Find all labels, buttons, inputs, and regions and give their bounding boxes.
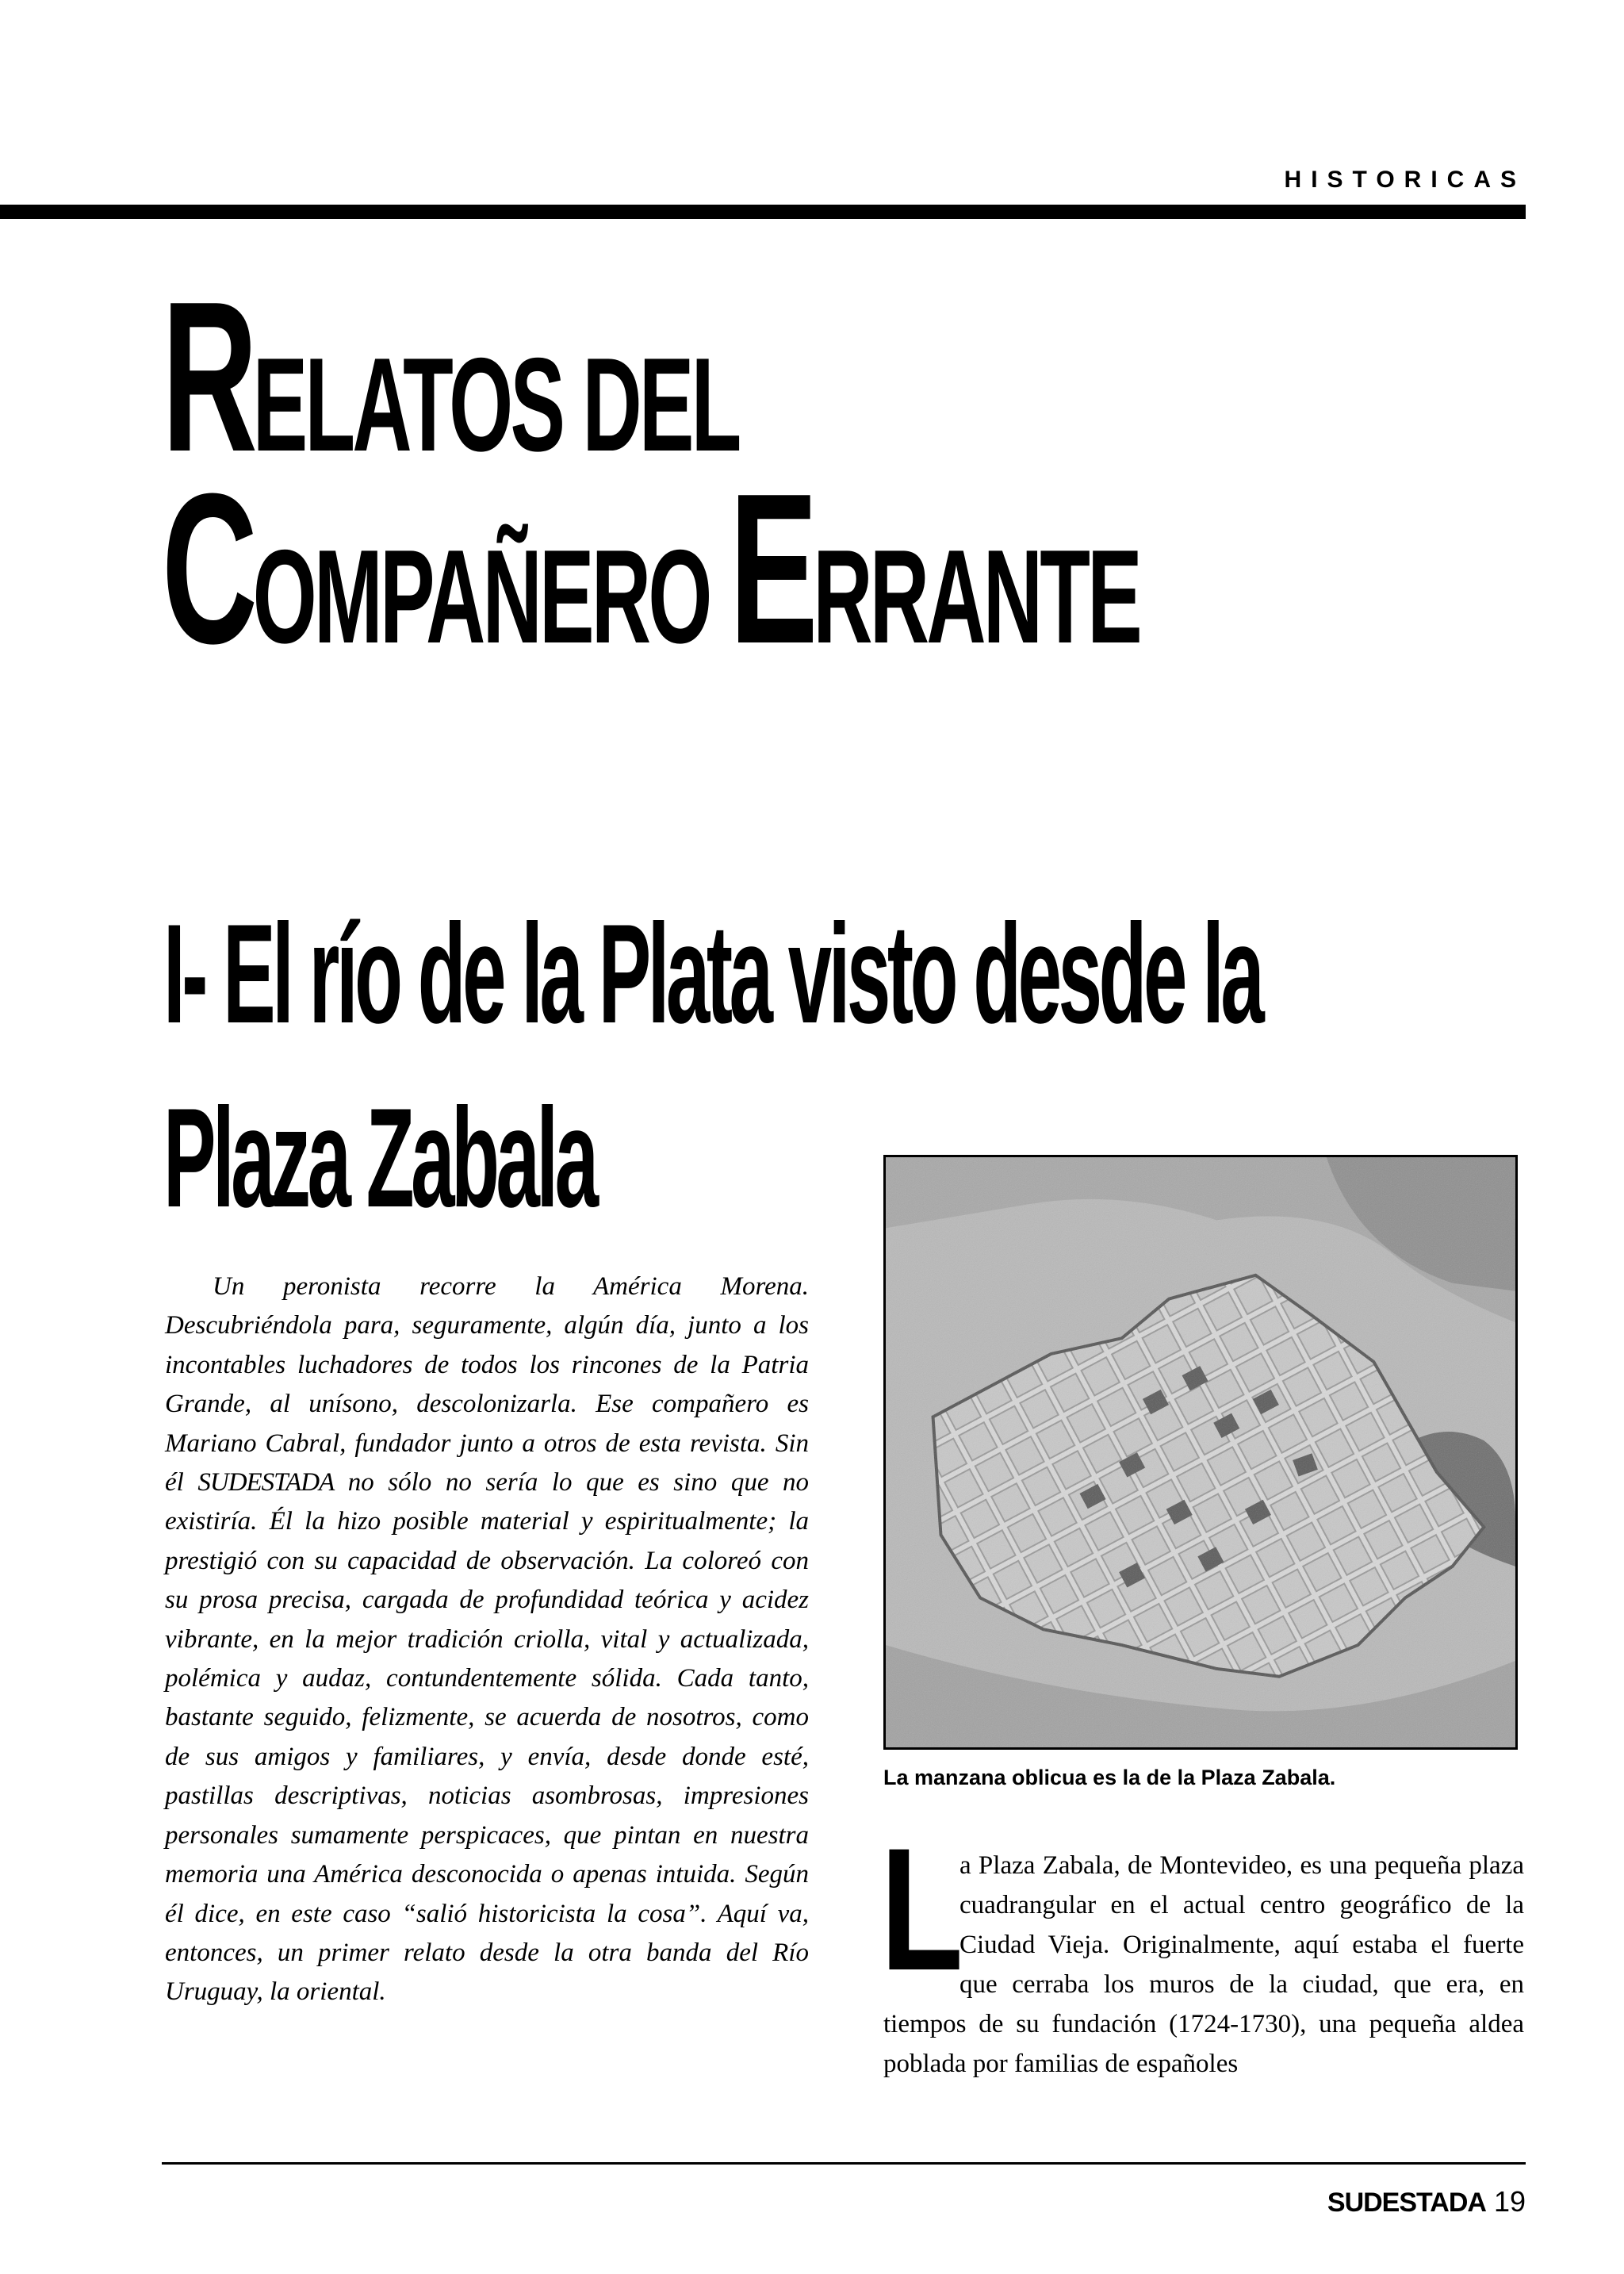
- page-number: 19: [1493, 2185, 1526, 2218]
- top-rule: [0, 205, 1526, 219]
- drop-cap: L: [880, 1812, 963, 2007]
- intro-magazine-name: SUDESTADA: [197, 1468, 335, 1497]
- intro-paragraph: [165, 1267, 809, 2012]
- headline: [162, 258, 1139, 688]
- headline-initial-r: R: [162, 258, 253, 497]
- intro-text-1: Un peronista recorre la América Morena. Descubriéndola para, seguramente, algún día, junto a los incontables luchadores de todos los rincones de la Patria Grande, al unísono, descolonizarla. Ese compañero es Mariano Cabral, fundador junto a otros de esta revista. Sin él: [165, 1272, 809, 1497]
- map-photo: [883, 1155, 1518, 1750]
- section-label: HISTORICAS: [1284, 167, 1526, 193]
- old-city-map-image: [886, 1157, 1515, 1747]
- headline-initial-e: E: [729, 450, 814, 688]
- headline-line1-rest: ELATOS DEL: [252, 330, 739, 479]
- headline-line2-rest: OMPAÑERO: [252, 522, 730, 671]
- subheadline-line1: I- El río de la Plata visto desde la: [163, 895, 1262, 1053]
- intro-text-2: no sólo no sería lo que es sino que no existiría. Él la hizo posible material y espiritualmente; la prestigió con su capacidad de observación. La coloreó con su prosa precisa, cargada de profundidad teórica y acidez vibrante, en la mejor tradición criolla, vital y actualizada, polémica y audaz, contundentemente sólida. Cada tanto, bastante seguido, felizmente, se acuerda de nosotros, como de sus amigos y familiares, y envía, desde donde esté, pastillas descriptivas, noticias asombrosas, impresiones personales sumamente perspicaces, que pintan en nuestra memoria una América desconocida o apenas intuida. Según él dice, en este caso “salió historicista la cosa”. Aquí va, entonces, un primer relato desde la otra banda del Río Uruguay, la oriental.: [165, 1468, 809, 2007]
- footer-magazine-name: SUDESTADA: [1327, 2188, 1486, 2218]
- subheadline-line2: Plaza Zabala: [163, 1079, 596, 1237]
- body-text: a Plaza Zabala, de Montevideo, es una pequeña plaza cuadrangular en el actual centro geográfico de la Ciudad Vieja. Originalmente, aquí estaba el fuerte que cerraba los muros de la ciudad, que era, en tiempos de su fundación (1724-1730), una pequeña aldea poblada por familias de españoles: [883, 1851, 1524, 2078]
- bottom-rule: [162, 2162, 1526, 2165]
- headline-initial-c: C: [162, 450, 253, 688]
- body-paragraph: [880, 1812, 1524, 2084]
- headline-line2-rest2: RRANTE: [813, 522, 1139, 671]
- figure-caption: La manzana oblicua es la de la Plaza Zabala.: [883, 1766, 1336, 1789]
- page-footer: [1327, 2185, 1526, 2218]
